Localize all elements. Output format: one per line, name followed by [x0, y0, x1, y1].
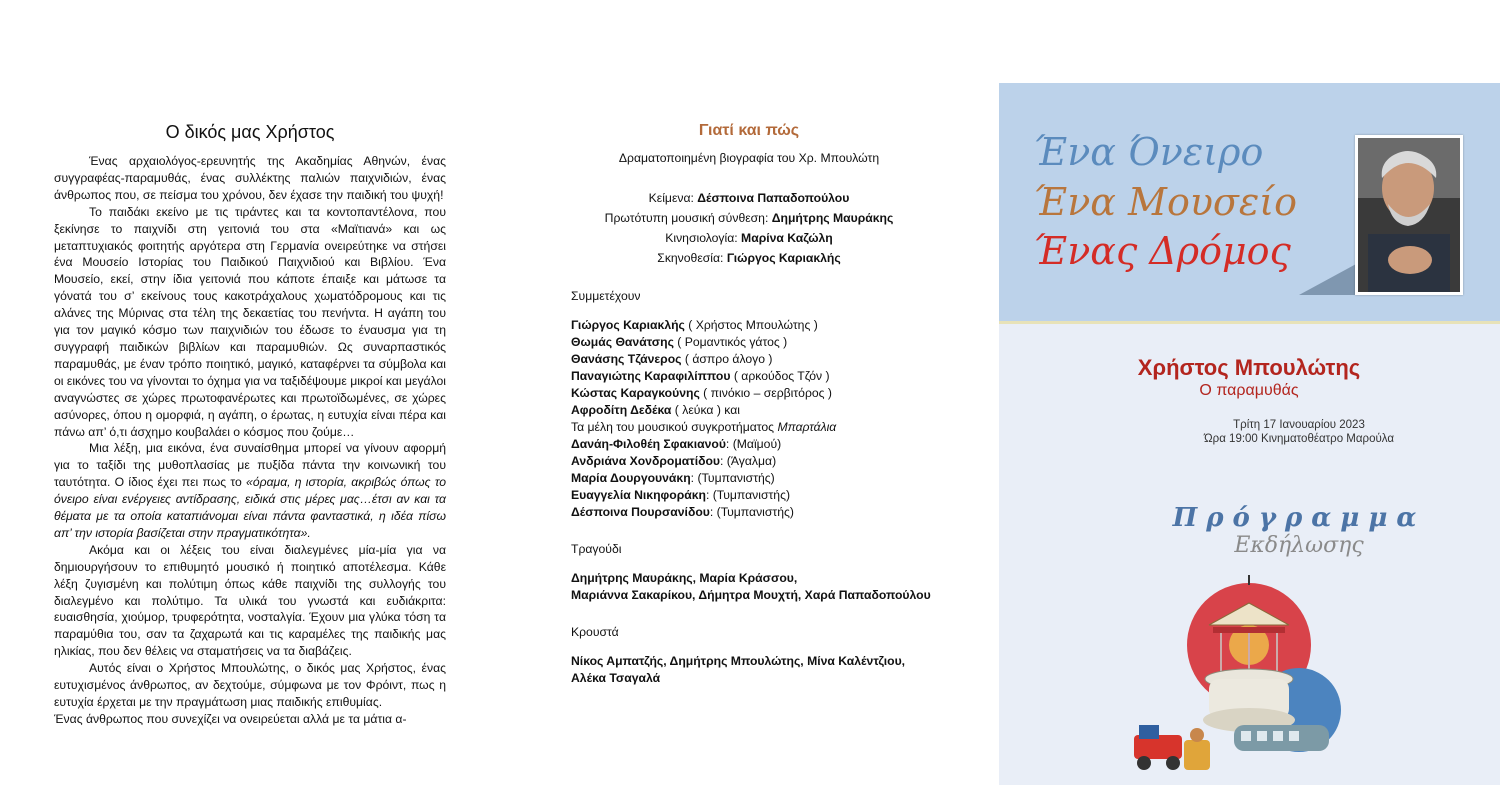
cast-role: ( Χρήστος Μπουλώτης ) [684, 318, 818, 332]
credit-line [571, 208, 927, 228]
cast-name: Αφροδίτη Δεδέκα [571, 403, 672, 417]
event-heading: Εκδήλωσης [1234, 533, 1364, 558]
biography-paragraph-3 [54, 440, 446, 541]
credit-role: Σκηνοθεσία: [657, 251, 727, 265]
portrait-illustration [1358, 138, 1460, 292]
band-member-role: : (Τυμπανιστής) [690, 471, 775, 485]
cast-name: Θανάσης Τζάνερος [571, 352, 682, 366]
cast-name: Παναγιώτης Καραφιλίππου [571, 369, 731, 383]
biography-paragraph-5: Αυτός είναι ο Χρήστος Μπουλώτης, ο δικός μας Χρήστος, ένας ευτυχισμένος άνθρωπος, αν δεχτούμε, σύμφωνα με τον Φρόιντ, πως η ευτυχία έρχεται με την πραγμάτωση μιας παιδικής επιθυμίας. [54, 661, 446, 709]
slogan-road: Ένας Δρόμος [1033, 229, 1291, 273]
paragraph-3-text: Μια λέξη, μια εικόνα, ένα συναίσθημα μπορεί να γίνουν αφορμή για το ταξίδι της μυθοπλασίας με πυξίδα πάντα την κοινωνική του ταυτότητα. Ο ίδιος έχει πει πως το [54, 441, 446, 490]
cast-item [571, 351, 961, 368]
band-member-name: Μαρία Δουργουνάκη [571, 471, 691, 485]
band-member-name: Ανδριάνα Χονδροματίδου [571, 454, 721, 468]
slogan-dream: Ένα Όνειρο [1033, 130, 1264, 174]
biography-title: Ο δικός μας Χρήστος [165, 122, 335, 142]
credits-title: Γιατί και πώς [698, 122, 800, 139]
band-name: Μπαρτάλια [777, 420, 837, 434]
percussion-performers-line-2: Αλέκα Τσαγαλά [571, 671, 661, 685]
cast-item [571, 385, 961, 402]
band-item [571, 487, 961, 504]
credit-name: Δημήτρης Μαυράκης [771, 211, 894, 225]
credits-subtitle: Δραματοποιημένη βιογραφία του Χρ. Μπουλώτη [618, 151, 880, 165]
biography-paragraph-2: Το παιδάκι εκείνο με τις τιράντες και τα κοντοπαντέλονα, που ξεκίνησε το παιχνίδι στη γειτονιά του στα «Μαϊτιανά» και ως μεταπτυχιακός φοιτητής αργότερα στη Γερμανία ονειρεύτηκε να στήσει ένα Μουσείο Ιστορίας του Παιδικού Παιχνιδιού και Βιβλίου. Ένα Μουσείο, εκεί, στην ίδια γειτονιά που κάποτε έπαιξε και μάτωσε τα γόνατά του σ’ εκείνους τους κακοτράχαλους χωματόδρομους και τις αλάνες της Μύρινας στα τέλη της δεκαετίας του πενήντα. Η αγάπη του για τον μαγικό κόσμο των παιχνιδιών του έδωσε το έναυσμα για τη συγγραφή παιδικών βιβλίων και παραμυθιών. Ως συναρπαστικός παραμυθάς, με έναν τρόπο ποιητικό, μαγικό, καταφέρνει τα σύμβολα και οι εικόνες του να γίνονται το όχημα για να ταξιδέψουμε μικροί και μεγάλοι αναγνώστες σε χώρες πρωτοφανέρωτες και πρωτοϊδωμένες, σε χώρες ασύνορες, όπου η ομορφιά, η αγάπη, ο έρωτας, η ευτυχία είναι πέρα και πάνω απ’ ό,τι άσχημο κουβαλάει ο κόσμος που ζούμε… [54, 204, 446, 439]
cast-name: Θωμάς Θανάτσης [571, 335, 674, 349]
percussion-title: Κρουστά [571, 625, 619, 639]
biography-paragraph-6: Ένας άνθρωπος που συνεχίζει να ονειρεύεται αλλά με τα μάτια α- [54, 711, 407, 726]
cast-role: ( άσπρο άλογο ) [681, 352, 773, 366]
cast-role: ( Ρομαντικός γάτος ) [673, 335, 788, 349]
cast-item [571, 334, 961, 351]
band-member-role: : (Άγαλμα) [720, 454, 777, 468]
credit-name: Μαρίνα Καζώλη [741, 231, 833, 245]
song-performers-line-2: Μαριάννα Σακαρίκου, Δήμητρα Μουχτή, Χαρά Παπαδοπούλου [571, 588, 931, 602]
cast-item [571, 317, 961, 334]
band-member-name: Ευαγγελία Νικηφοράκη [571, 488, 706, 502]
song-performers-line-1: Δημήτρης Μαυράκης, Μαρία Κράσσου, [571, 571, 798, 585]
band-item [571, 470, 961, 487]
biography-column [54, 120, 446, 728]
cast-list [571, 317, 961, 521]
percussion-performers-line-1: Νίκος Αμπατζής, Δημήτρης Μπουλώτης, Μίνα Καλέντζιου, [571, 654, 906, 668]
biography-paragraph-1: Ένας αρχαιολόγος-ερευνητής της Ακαδημίας Αθηνών, ένας συγγραφέας-παραμυθάς, ένας συλλέκτης παλιών παιχνιδιών, ένας άνθρωπος που, σε πείσμα του χρόνου, δεν έχασε την παιδική του ψυχή! [54, 154, 446, 202]
event-date: Τρίτη 17 Ιανουαρίου 2023 [1233, 419, 1365, 431]
credits-column [571, 120, 961, 687]
program-heading: Πρόγραμμα [1172, 503, 1426, 533]
cast-name: Γιώργος Καριακλής [571, 318, 685, 332]
band-item [571, 436, 961, 453]
cast-item [571, 368, 961, 385]
cast-title: Συμμετέχουν [571, 289, 641, 303]
biography-paragraph-4: Ακόμα και οι λέξεις του είναι διαλεγμένες μία-μία για να δημιουργήσουν το επιθυμητό μουσικό ή ποιητικό αποτέλεσμα. Κάθε λέξη ζυγισμένη και πολύτιμη όπως κάθε παιχνίδι της συλλογής του διαλεγμένο και πολύτιμο. Τα υλικά του γνωστά και ευδιάκριτα: ευαισθησία, χιούμορ, τρυφερότητα, νοσταλγία. Έχουν μια γλύκα τόση τα παραμύθια του, σαν τα ζαχαρωτά και τις καραμέλες της παιδικής μας ηλικίας, που δεν θέλεις να σταματήσεις να τα διαβάζεις. [54, 542, 446, 659]
credit-name: Δέσποινα Παπαδοπούλου [697, 191, 850, 205]
author-portrait [1355, 135, 1463, 295]
credit-role: Πρωτότυπη μουσική σύνθεση: [604, 211, 772, 225]
band-member-role: : (Τυμπανιστής) [705, 488, 791, 502]
carousel-toy-illustration [1129, 575, 1369, 785]
slogan-museum: Ένα Μουσείο [1033, 180, 1298, 224]
credit-name: Γιώργος Καριακλής [726, 251, 841, 265]
band-item [571, 504, 961, 521]
cast-item [571, 402, 961, 419]
band-member-role: : (Τυμπανιστής) [709, 505, 794, 519]
credit-line [571, 188, 927, 208]
band-member-name: Δέσποινα Πουρσανίδου [571, 505, 710, 519]
cast-name: Κώστας Καραγκούνης [571, 386, 700, 400]
cast-role: ( αρκούδος Τζόν ) [730, 369, 830, 383]
paragraph-3-quote: «όραμα, η ιστορία, ακριβώς όπως το όνειρο είναι ενέργειες αντίδρασης, ειδικά στις μέρες μας…έτσι αν και τα θέματα με τα οποία καταπιάνομαι είναι πάντα φανταστικά, η ιδέα πίσω απ’ την ιστορία βασίζεται στην πραγματικότητα». [54, 475, 446, 540]
program-cover [999, 83, 1500, 785]
band-line [571, 419, 961, 436]
band-member-role: : (Μαϊμού) [725, 437, 782, 451]
author-subtitle: Ο παραμυθάς [1199, 382, 1299, 399]
author-name: Χρήστος Μπουλώτης [1137, 355, 1361, 380]
cast-role: ( λεύκα ) και [671, 403, 740, 417]
band-line-text: Τα μέλη του μουσικού συγκροτήματος [571, 420, 778, 434]
credit-line [571, 248, 927, 268]
band-item [571, 453, 961, 470]
event-time-place: Ώρα 19:00 Κινηματοθέατρο Μαρούλα [1204, 433, 1394, 445]
credit-role: Κινησιολογία: [665, 231, 742, 245]
band-member-name: Δανάη-Φιλοθέη Σφακιανού [571, 437, 726, 451]
cast-role: ( πινόκιο – σερβιτόρος ) [699, 386, 832, 400]
cover-header [999, 83, 1500, 324]
author-block [999, 355, 1500, 401]
song-title: Τραγούδι [571, 542, 622, 556]
credit-line [571, 228, 927, 248]
credits-list [571, 188, 927, 268]
credit-role: Κείμενα: [648, 191, 698, 205]
